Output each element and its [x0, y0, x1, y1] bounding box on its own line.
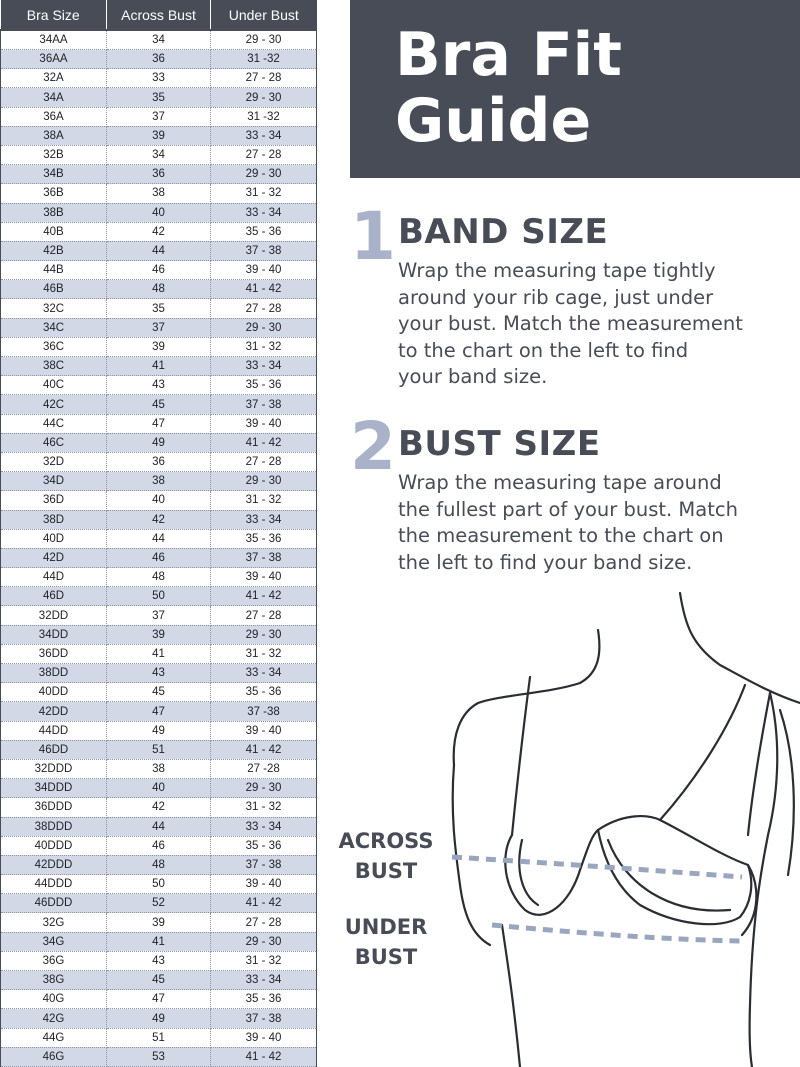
cell-across-bust: 35 [107, 88, 211, 107]
table-row [1, 241, 317, 260]
table-row [1, 203, 317, 222]
cell-bra-size: 42DD [1, 702, 107, 721]
cell-under-bust: 39 - 40 [211, 875, 317, 894]
step-2-line: the left to find your band size. [398, 550, 693, 574]
cell-bra-size: 40DDD [1, 836, 107, 855]
cell-under-bust: 37 -38 [211, 702, 317, 721]
cell-under-bust: 29 - 30 [211, 625, 317, 644]
table-row [1, 414, 317, 433]
table-row [1, 261, 317, 280]
cell-bra-size: 40D [1, 529, 107, 548]
cell-across-bust: 43 [107, 376, 211, 395]
left-torso-outline [502, 925, 520, 1067]
cell-under-bust: 27 -28 [211, 759, 317, 778]
cell-across-bust: 33 [107, 69, 211, 88]
cell-under-bust: 37 - 38 [211, 548, 317, 567]
right-arm-outline [780, 710, 794, 875]
cell-under-bust: 33 - 34 [211, 971, 317, 990]
table-row [1, 740, 317, 759]
cell-bra-size: 38B [1, 203, 107, 222]
table-row [1, 280, 317, 299]
cell-bra-size: 36DDD [1, 798, 107, 817]
under-bust-tape [492, 925, 742, 941]
table-row [1, 855, 317, 874]
cell-across-bust: 44 [107, 529, 211, 548]
cell-bra-size: 40C [1, 376, 107, 395]
cell-across-bust: 39 [107, 126, 211, 145]
table-row [1, 145, 317, 164]
cell-across-bust: 39 [107, 913, 211, 932]
cell-bra-size: 44D [1, 568, 107, 587]
cell-across-bust: 36 [107, 452, 211, 471]
cell-across-bust: 44 [107, 817, 211, 836]
cell-bra-size: 32B [1, 145, 107, 164]
across-bust-label [334, 826, 438, 886]
under-bust-label [334, 912, 438, 972]
cell-bra-size: 42C [1, 395, 107, 414]
cell-bra-size: 34D [1, 472, 107, 491]
cell-across-bust: 34 [107, 145, 211, 164]
table-row [1, 683, 317, 702]
cell-bra-size: 38D [1, 510, 107, 529]
step-2-heading: BUST SIZE [398, 424, 601, 464]
cell-under-bust: 41 - 42 [211, 433, 317, 452]
step-1-text [398, 258, 798, 391]
under-bust-label-line: UNDER [344, 915, 428, 939]
cell-across-bust: 44 [107, 241, 211, 260]
cell-bra-size: 38DD [1, 664, 107, 683]
cell-bra-size: 36B [1, 184, 107, 203]
cell-bra-size: 38A [1, 126, 107, 145]
table-row [1, 702, 317, 721]
cell-bra-size: 42G [1, 1009, 107, 1028]
cell-under-bust: 33 - 34 [211, 126, 317, 145]
cell-under-bust: 33 - 34 [211, 817, 317, 836]
cell-across-bust: 40 [107, 203, 211, 222]
cell-across-bust: 43 [107, 664, 211, 683]
page-title [395, 22, 785, 154]
cell-bra-size: 36DD [1, 644, 107, 663]
step-1-line: Wrap the measuring tape tightly [398, 259, 716, 282]
cell-bra-size: 40B [1, 222, 107, 241]
cell-across-bust: 43 [107, 951, 211, 970]
table-row [1, 817, 317, 836]
table-row [1, 951, 317, 970]
cell-across-bust: 48 [107, 855, 211, 874]
across-bust-tape [452, 857, 742, 877]
cell-under-bust: 31 -32 [211, 107, 317, 126]
cell-across-bust: 48 [107, 568, 211, 587]
table-row [1, 779, 317, 798]
cell-across-bust: 38 [107, 184, 211, 203]
cell-across-bust: 36 [107, 165, 211, 184]
table-row [1, 69, 317, 88]
table-row [1, 433, 317, 452]
cell-bra-size: 42D [1, 548, 107, 567]
table-row [1, 664, 317, 683]
across-bust-label-line: ACROSS [338, 829, 434, 853]
cell-across-bust: 37 [107, 107, 211, 126]
cell-across-bust: 37 [107, 606, 211, 625]
cell-bra-size: 34A [1, 88, 107, 107]
cell-under-bust: 41 - 42 [211, 1047, 317, 1066]
cell-bra-size: 32A [1, 69, 107, 88]
cell-across-bust: 46 [107, 548, 211, 567]
cell-across-bust: 45 [107, 683, 211, 702]
cell-across-bust: 49 [107, 433, 211, 452]
cell-bra-size: 46G [1, 1047, 107, 1066]
table-row [1, 337, 317, 356]
table-row [1, 606, 317, 625]
across-bust-label-line: BUST [354, 859, 418, 883]
cell-under-bust: 39 - 40 [211, 261, 317, 280]
cell-across-bust: 50 [107, 875, 211, 894]
cell-under-bust: 37 - 38 [211, 855, 317, 874]
table-row [1, 1009, 317, 1028]
cell-across-bust: 51 [107, 1028, 211, 1047]
step-2-number: 2 [350, 408, 396, 485]
cell-bra-size: 34C [1, 318, 107, 337]
table-body [1, 30, 317, 1067]
cell-across-bust: 42 [107, 510, 211, 529]
cell-under-bust: 27 - 28 [211, 69, 317, 88]
title-line-1: Bra Fit [395, 20, 622, 90]
left-strap [512, 677, 530, 835]
cell-under-bust: 35 - 36 [211, 222, 317, 241]
table-row [1, 376, 317, 395]
cell-under-bust: 29 - 30 [211, 318, 317, 337]
table-row [1, 894, 317, 913]
cell-across-bust: 47 [107, 990, 211, 1009]
table-row [1, 184, 317, 203]
cell-under-bust: 31 -32 [211, 50, 317, 69]
cell-under-bust: 31 - 32 [211, 644, 317, 663]
cell-under-bust: 31 - 32 [211, 951, 317, 970]
left-cup-inner [519, 840, 538, 905]
cell-across-bust: 41 [107, 357, 211, 376]
cell-bra-size: 36D [1, 491, 107, 510]
cell-bra-size: 42DDD [1, 855, 107, 874]
under-bust-label-line: BUST [354, 945, 418, 969]
table-row [1, 587, 317, 606]
cell-under-bust: 37 - 38 [211, 395, 317, 414]
cell-bra-size: 34DD [1, 625, 107, 644]
cell-across-bust: 42 [107, 222, 211, 241]
step-2-text [398, 470, 798, 576]
cell-across-bust: 53 [107, 1047, 211, 1066]
cell-under-bust: 31 - 32 [211, 184, 317, 203]
cell-under-bust: 41 - 42 [211, 894, 317, 913]
cell-under-bust: 33 - 34 [211, 664, 317, 683]
step-2-line: the fullest part of your bust. Match [398, 497, 738, 521]
cell-bra-size: 36AA [1, 50, 107, 69]
cell-across-bust: 48 [107, 280, 211, 299]
cell-bra-size: 46D [1, 587, 107, 606]
cell-under-bust: 39 - 40 [211, 1028, 317, 1047]
table-row [1, 491, 317, 510]
header-across-bust: Across Bust [107, 0, 211, 30]
table-row [1, 472, 317, 491]
cell-across-bust: 47 [107, 414, 211, 433]
cell-across-bust: 45 [107, 395, 211, 414]
cell-under-bust: 35 - 36 [211, 376, 317, 395]
cell-across-bust: 42 [107, 798, 211, 817]
table-row [1, 30, 317, 50]
cell-bra-size: 34G [1, 932, 107, 951]
cell-under-bust: 41 - 42 [211, 280, 317, 299]
cell-bra-size: 38DDD [1, 817, 107, 836]
cell-under-bust: 39 - 40 [211, 414, 317, 433]
table-row [1, 88, 317, 107]
cell-bra-size: 32G [1, 913, 107, 932]
cell-bra-size: 34DDD [1, 779, 107, 798]
table-row [1, 971, 317, 990]
cell-across-bust: 40 [107, 491, 211, 510]
cell-under-bust: 33 - 34 [211, 357, 317, 376]
step-1-number: 1 [350, 198, 396, 275]
cell-across-bust: 46 [107, 836, 211, 855]
cell-across-bust: 37 [107, 318, 211, 337]
table-row [1, 357, 317, 376]
table-row [1, 875, 317, 894]
step-2-line: Wrap the measuring tape around [398, 471, 722, 494]
cell-bra-size: 46B [1, 280, 107, 299]
cell-under-bust: 27 - 28 [211, 145, 317, 164]
cell-across-bust: 49 [107, 1009, 211, 1028]
table-row [1, 510, 317, 529]
cell-across-bust: 39 [107, 625, 211, 644]
cell-bra-size: 32C [1, 299, 107, 318]
cell-across-bust: 46 [107, 261, 211, 280]
table-row [1, 1047, 317, 1066]
cell-across-bust: 51 [107, 740, 211, 759]
header-under-bust: Under Bust [211, 0, 317, 30]
cell-under-bust: 35 - 36 [211, 836, 317, 855]
cell-under-bust: 27 - 28 [211, 299, 317, 318]
cell-bra-size: 36C [1, 337, 107, 356]
table-row [1, 644, 317, 663]
cell-bra-size: 46DD [1, 740, 107, 759]
table-row [1, 548, 317, 567]
table-row [1, 50, 317, 69]
cell-under-bust: 37 - 38 [211, 1009, 317, 1028]
cell-across-bust: 49 [107, 721, 211, 740]
cell-under-bust: 29 - 30 [211, 165, 317, 184]
cell-bra-size: 34B [1, 165, 107, 184]
cell-bra-size: 44G [1, 1028, 107, 1047]
table-row [1, 395, 317, 414]
step-1-line: your band size. [398, 365, 548, 389]
table-header-row [1, 0, 317, 30]
cell-under-bust: 41 - 42 [211, 587, 317, 606]
cell-bra-size: 44DDD [1, 875, 107, 894]
cell-bra-size: 32DD [1, 606, 107, 625]
table-row [1, 932, 317, 951]
cell-under-bust: 31 - 32 [211, 798, 317, 817]
cell-bra-size: 42B [1, 241, 107, 260]
cell-under-bust: 27 - 28 [211, 606, 317, 625]
cell-across-bust: 34 [107, 30, 211, 50]
cell-across-bust: 52 [107, 894, 211, 913]
cell-across-bust: 36 [107, 50, 211, 69]
cell-under-bust: 31 - 32 [211, 491, 317, 510]
table-row [1, 913, 317, 932]
table-row [1, 721, 317, 740]
step-1-heading: BAND SIZE [398, 212, 609, 252]
cell-bra-size: 46C [1, 433, 107, 452]
cell-across-bust: 41 [107, 932, 211, 951]
table-row [1, 126, 317, 145]
cell-under-bust: 27 - 28 [211, 913, 317, 932]
cell-bra-size: 36A [1, 107, 107, 126]
table-row [1, 165, 317, 184]
table-row [1, 318, 317, 337]
cell-under-bust: 29 - 30 [211, 88, 317, 107]
cell-under-bust: 29 - 30 [211, 472, 317, 491]
table-row [1, 836, 317, 855]
right-strap-back [748, 693, 770, 835]
table-row [1, 798, 317, 817]
table-row [1, 452, 317, 471]
cell-across-bust: 35 [107, 299, 211, 318]
table-row [1, 529, 317, 548]
cell-bra-size: 44B [1, 261, 107, 280]
cell-under-bust: 35 - 36 [211, 529, 317, 548]
cell-under-bust: 37 - 38 [211, 241, 317, 260]
table-row [1, 759, 317, 778]
cell-across-bust: 39 [107, 337, 211, 356]
cell-bra-size: 38C [1, 357, 107, 376]
title-line-2: Guide [395, 86, 592, 156]
cell-bra-size: 34AA [1, 30, 107, 50]
cell-under-bust: 29 - 30 [211, 30, 317, 50]
cell-across-bust: 50 [107, 587, 211, 606]
cell-across-bust: 47 [107, 702, 211, 721]
cell-across-bust: 45 [107, 971, 211, 990]
cell-under-bust: 27 - 28 [211, 452, 317, 471]
cell-across-bust: 40 [107, 779, 211, 798]
cell-bra-size: 32DDD [1, 759, 107, 778]
cell-bra-size: 36G [1, 951, 107, 970]
cell-bra-size: 40G [1, 990, 107, 1009]
step-1-line: to the chart on the left to find [398, 338, 689, 362]
right-strap [660, 685, 745, 820]
table-row [1, 568, 317, 587]
cell-bra-size: 44DD [1, 721, 107, 740]
cell-under-bust: 31 - 32 [211, 337, 317, 356]
cell-bra-size: 32D [1, 452, 107, 471]
table-row [1, 107, 317, 126]
table-row [1, 222, 317, 241]
cell-across-bust: 38 [107, 472, 211, 491]
cell-across-bust: 38 [107, 759, 211, 778]
step-2-line: the measurement to the chart on [398, 524, 724, 548]
cell-under-bust: 29 - 30 [211, 932, 317, 951]
table-row [1, 625, 317, 644]
cell-under-bust: 33 - 34 [211, 510, 317, 529]
bra-size-table [0, 0, 317, 1067]
cell-bra-size: 38G [1, 971, 107, 990]
cell-bra-size: 46DDD [1, 894, 107, 913]
torso-illustration [430, 585, 800, 1067]
cell-under-bust: 41 - 42 [211, 740, 317, 759]
cell-across-bust: 41 [107, 644, 211, 663]
cell-under-bust: 33 - 34 [211, 203, 317, 222]
cell-under-bust: 29 - 30 [211, 779, 317, 798]
cell-under-bust: 35 - 36 [211, 990, 317, 1009]
table-row [1, 1028, 317, 1047]
cell-bra-size: 44C [1, 414, 107, 433]
cell-under-bust: 39 - 40 [211, 568, 317, 587]
header-bra-size: Bra Size [1, 0, 107, 30]
table-row [1, 299, 317, 318]
cell-under-bust: 35 - 36 [211, 683, 317, 702]
step-1-line: around your rib cage, just under [398, 285, 714, 309]
neck-right-outline [680, 593, 800, 703]
step-1-line: your bust. Match the measurement [398, 312, 743, 336]
table-row [1, 990, 317, 1009]
cell-bra-size: 40DD [1, 683, 107, 702]
cell-under-bust: 39 - 40 [211, 721, 317, 740]
